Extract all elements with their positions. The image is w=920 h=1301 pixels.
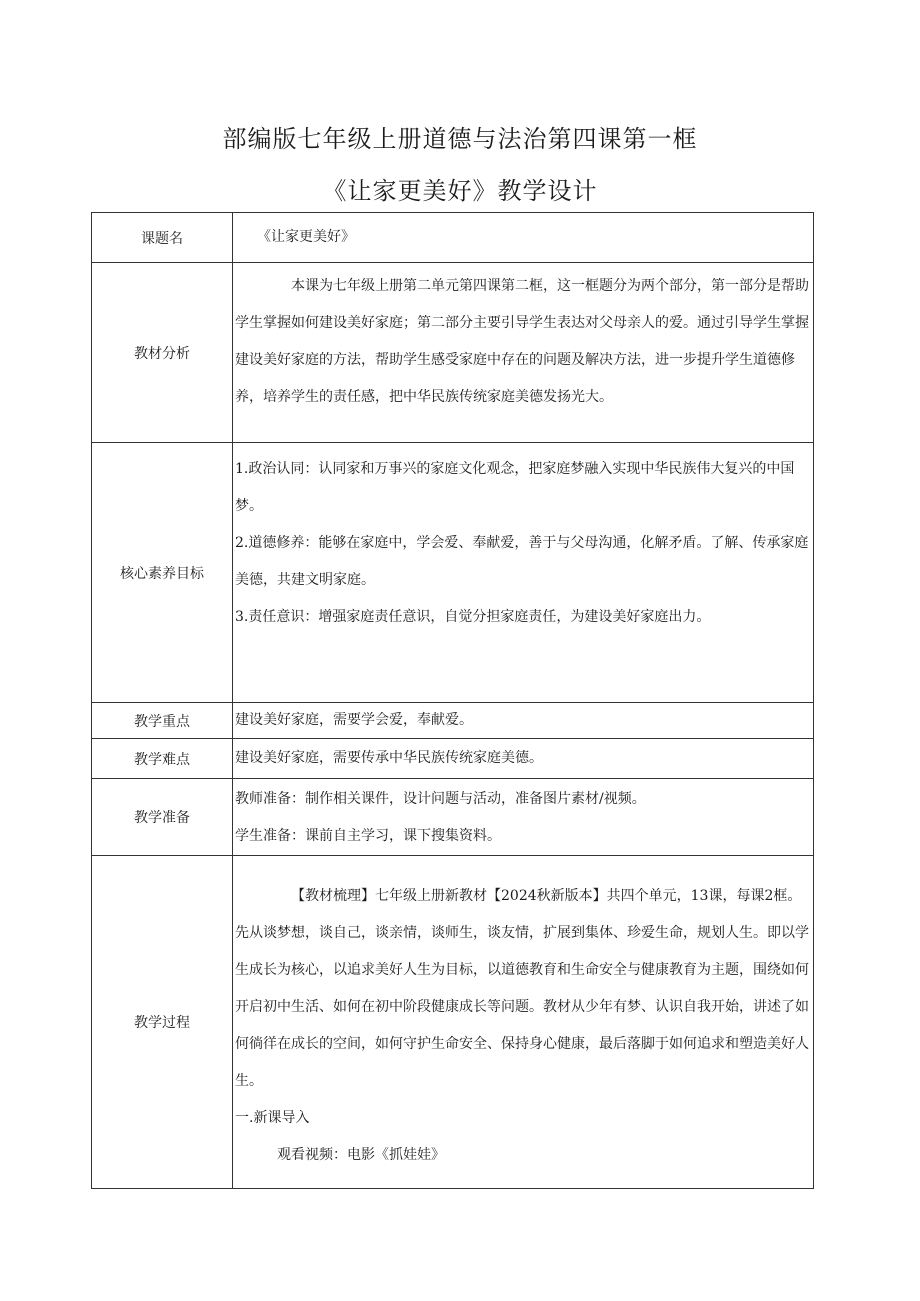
process-section-1: 一.新课导入	[235, 1110, 310, 1126]
goals-label: 核心素养目标	[92, 443, 233, 703]
difficulty-label: 教学难点	[92, 739, 233, 779]
row-analysis	[92, 263, 814, 443]
row-goals	[92, 443, 814, 703]
goal-item-3: 3.责任意识：增强家庭责任意识，自觉分担家庭责任，为建设美好家庭出力。	[235, 609, 711, 625]
preparation-label: 教学准备	[92, 779, 233, 856]
goal-item-2: 2.道德修养：能够在家庭中，学会爱、奉献爱，善于与父母沟通，化解矛盾。了解、传承家庭美德，共建文明家庭。	[235, 535, 809, 588]
row-difficulty	[92, 739, 814, 779]
row-key-point	[92, 703, 814, 739]
topic-label: 课题名	[92, 213, 233, 263]
row-process	[92, 856, 814, 1189]
document-title-line2: 《让家更美好》教学设计	[322, 177, 598, 205]
key-point-value: 建设美好家庭，需要学会爱，奉献爱。	[235, 712, 473, 728]
process-video: 观看视频：电影《抓娃娃》	[277, 1147, 445, 1163]
process-intro: 【教材梳理】七年级上册新教材【2024秋新版本】共四个单元，13课，每课2框。先从谈梦想，谈自己，谈亲情，谈师生，谈友情，扩展到集体、珍爱生命，规划人生。即以学生成长为核心，以追求美好人生为目标，以道德教育和生命安全与健康教育为主题，围绕如何开启初中生活、如何在初中阶段健康成长等问题。教材从少年有梦、认识自我开始，讲述了如何徜徉在成长的空间，如何守护生命安全、保持身心健康，最后落脚于如何追求和塑造美好人生。	[235, 888, 809, 1089]
key-point-label: 教学重点	[92, 703, 233, 739]
row-preparation	[92, 779, 814, 856]
process-label: 教学过程	[92, 856, 233, 1189]
lesson-plan-table	[91, 212, 814, 1189]
teacher-preparation: 教师准备：制作相关课件，设计问题与活动，准备图片素材/视频。	[235, 791, 646, 807]
student-preparation: 学生准备：课前自主学习，课下搜集资料。	[235, 828, 501, 844]
difficulty-value: 建设美好家庭，需要传承中华民族传统家庭美德。	[235, 750, 543, 766]
goal-item-1: 1.政治认同：认同家和万事兴的家庭文化观念，把家庭梦融入实现中华民族伟大复兴的中国梦。	[235, 461, 795, 514]
document-title-line1: 部编版七年级上册道德与法治第四课第一框	[222, 125, 698, 153]
row-topic	[92, 213, 814, 263]
topic-value: 《让家更美好》	[257, 229, 355, 245]
analysis-label: 教材分析	[92, 263, 233, 443]
analysis-text: 本课为七年级上册第二单元第四课第二框，这一框题分为两个部分，第一部分是帮助学生掌握如何建设美好家庭；第二部分主要引导学生表达对父母亲人的爱。通过引导学生掌握建设美好家庭的方法，帮助学生感受家庭中存在的问题及解决方法，进一步提升学生道德修养，培养学生的责任感，把中华民族传统家庭美德发扬光大。	[235, 278, 809, 405]
